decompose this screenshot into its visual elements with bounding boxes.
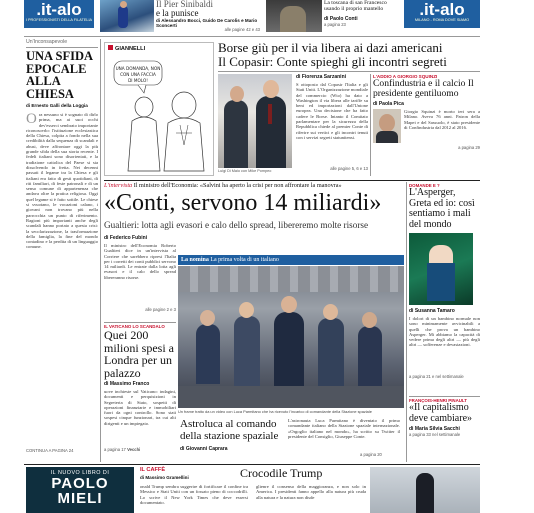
squinzi-section: L'ADDIO A GIORGIO SQUINZI (373, 74, 438, 79)
cartoon-drawing (106, 55, 214, 173)
vatican-body: uove inchieste sul Vaticano: indagini, documenti e perquisizioni in Segreteria di Stato, sospetti di operazioni finanziarie e immobiliari fuori da ogni controllo. Sono stati sospesi cinque funzionari, tra cui alti dirigenti e un impiegato. (104, 389, 176, 426)
astro-kicker (178, 255, 404, 265)
vatican-page[interactable] (104, 447, 176, 452)
squinzi-story[interactable] (373, 74, 480, 176)
top-story-1-title: Il Pier Sinibaldi (156, 0, 213, 9)
asperger-section: DOMANDE E ? (409, 183, 440, 188)
astro-page[interactable]: a pagina 20 (360, 452, 382, 457)
top-story-2-title: La toscana di san Francesco (324, 0, 387, 6)
astro-body: L'astronauta Luca Parmitano è diventato il primo comandante italiano della Stazione spaziale internazionale. «Orgoglio italiano nel mondo», ha scritto su Twitter il presidente del Consiglio, Giuseppe Conte. (288, 418, 400, 439)
main-headlines[interactable] (218, 41, 480, 69)
squinzi-headline[interactable]: Confindustria e il calcio Il presidente gentiluomo (373, 78, 474, 99)
copasir-story[interactable] (296, 74, 368, 176)
astro-photo-caption: Un frame tratto da un video con Luca Parmitano che ha ricevuto l'incarico di comandante della Stazione spaziale (178, 409, 372, 414)
promo-logo: .it-alo (36, 0, 82, 19)
top-story-1[interactable] (156, 0, 260, 32)
interview-page[interactable]: alle pagine 2 e 3 (145, 307, 176, 312)
caffe-body-2: glienre il consenso della maggioranza, e non solo in America. I presidenti fanno appello alla natura più cruda alla natura e la natura non disde (256, 484, 366, 500)
left-section-label: Un'Inconsapevole (26, 39, 98, 48)
cartoon-brand-text: GIANNELLI (115, 46, 146, 52)
top-left-promo[interactable] (24, 0, 94, 28)
promo-sub: I PROFESSIONISTI DELLA FILATELIA (25, 18, 93, 22)
interview-byline: di Federico Fubini (104, 235, 148, 241)
capitalism-headline[interactable]: «Il capitalismo deve cambiare» (409, 402, 473, 424)
top-story-2[interactable] (324, 0, 400, 32)
top-story-1-page: alle pagine 42 e 43 (224, 27, 260, 32)
vatican-author-tag: Vecchi (127, 447, 141, 452)
copasir-byline: di Fiorenza Sarzanini (296, 74, 347, 80)
asperger-byline: di Susanna Tamaro (409, 308, 455, 314)
promo-sub-right: MILANO - ROMA DOVE SIAMO (414, 18, 470, 22)
interview-kicker-label: L'intervista (104, 182, 133, 189)
top-right-promo[interactable] (404, 0, 480, 28)
photo-caption-dimaio: Luigi Di Maio con Mike Pompeo (218, 169, 272, 173)
top-photo-saint (266, 0, 322, 32)
squinzi-byline: di Paola Pica (373, 101, 404, 107)
interview-kicker-rest: Il ministro dell'Economia: «Salvini ha aperto la crisi per non affrontare la manovra» (133, 182, 342, 189)
interview-text[interactable] (104, 235, 176, 319)
caffe-title[interactable]: Crocodile Trump (240, 466, 323, 480)
astro-kicker-rest: La prima volta di un italiano (210, 257, 279, 263)
cartoon-dot-icon (108, 45, 113, 50)
capitalism-section: FRANÇOIS-HENRI PINAULT (409, 398, 467, 403)
headline-copasir[interactable]: Il Copasir: Conte spieghi gli incontri segreti (218, 54, 447, 69)
photo-book-cover (409, 233, 473, 305)
photo-squinzi (373, 109, 401, 143)
book-ad-top: IL NUOVO LIBRO DI (50, 470, 110, 476)
copasir-body: S ottoposto dal Copasir l'Italia e gli Stati Uniti. L'Organizzazione mondiale del commercio (Wto) ha dato a Washington il via libera alle tariffe su beni ed importazioni dall'Unione europea. Una decisione che ha fatto cadere le Borse. Intanto il Comitato parlamentare per la sicurezza della Repubblica chiede al premier Conte di riferire sui vertici e gli incontri tenuti con i servizi segreti statunitensi. (296, 82, 368, 140)
interview-headline[interactable]: «Conti, servono 14 miliardi» (104, 190, 382, 216)
caffe-box[interactable] (140, 467, 366, 513)
capitalism-story[interactable] (409, 398, 480, 462)
top-story-2-subtitle: usando il proprio mantello (324, 6, 384, 12)
book-ad-name1: PAOLO (51, 475, 109, 492)
top-story-1-authors: di Alessandro Bocci, Guido De Carolis e Mario Sconcerti (156, 18, 258, 28)
photo-astronauts (178, 266, 404, 408)
headline-dazi[interactable]: Borse giù per il via libera ai dazi americani (218, 40, 443, 55)
caffe-body: onald Trump sembra suggerire di fortificare il confine tra Messico e Stati Uniti con un fossato pieno di coccodrilli. Lo scrive il New York Times che deve essersi documentato. (140, 484, 248, 505)
svg-text:DI MOLO!: DI MOLO! (128, 78, 148, 83)
squinzi-body: Giorgio Squinzi è morto ieri sera a Milano. Aveva 76 anni. Patron della Mapei e del Sassuolo, è stato presidente di Confindustria dal 2012 al 2016. (404, 109, 480, 130)
caffe-label: IL CAFFÈ (140, 467, 166, 473)
left-column (26, 39, 98, 462)
promo-logo-right: .it-alo (419, 0, 465, 19)
capitalism-byline: di Maria Silvia Sacchi (409, 426, 460, 432)
book-ad-name2: MIELI (57, 490, 103, 507)
vatican-story[interactable] (104, 324, 176, 464)
top-story-1-subtitle: e la punisce (156, 8, 199, 18)
top-story-2-page: a pagina 23 (324, 22, 346, 27)
book-ad[interactable] (26, 467, 134, 513)
asperger-body: I dolori di un bambino normale non sono minimamente avvicinabili a quelli che prova un bambino Asperger. Mi abbiamo la capacità di vedere prima degli altri — più degli altri — sofferenze e devastazioni. (409, 316, 480, 348)
left-headline[interactable]: UNA SFIDA EPOCALE ALLA CHIESA (26, 49, 93, 101)
astro-headline[interactable]: Astroluca al comando della stazione spaziale (180, 418, 279, 442)
copasir-page[interactable]: alle pagine 5, 6 e 13 (330, 166, 368, 171)
cartoon-brand (105, 43, 213, 54)
vatican-section: IL VATICANO LO SCANDALO (104, 324, 165, 329)
astro-byline: di Giovanni Caprara (180, 446, 228, 452)
squinzi-page[interactable]: a pagina 29 (458, 145, 480, 150)
capitalism-page[interactable]: a pagina 33 nel settimanale (409, 432, 461, 437)
top-photo-football (100, 0, 154, 32)
cartoon-bubble-text: UNA DOMANDA, NON (115, 66, 161, 71)
left-body-text: ra nessuno si è sognato di dirlo prima, ma ai suoi occhi dev'esserci sembrato importante riconoscerlo: l'istituzione ecclesiastica della Chiesa, colpita a fondo nella sua credibilità dalla sequenza di scandali e abusi, deve affrontare oggi la più grande sfida della sua storia recente. I fedeli italiani sono disorientati, e la tradizione cattolica del Paese si sta dissolvendo in fretta. Nei decenni passati il legame tra la Chiesa e gli italiani era fatto di gesti quotidiani, di riti familiari, di feste patronali e di un senso comune di appartenenza che andava oltre la pratica religiosa. Oggi quel legame si è fatto sottile. Le chiese si svuotano, le vocazioni calano, i giovani non trovano più nella parrocchia un punto di riferimento. Ragioni più importanti anche degli scandali hanno portato a questa crisi: la secolarizzazione, la trasformazione della famiglia, la fine del mondo contadino e la perdita di un linguaggio comune. (26, 112, 98, 250)
top-story-2-author: di Paolo Conti (324, 16, 358, 22)
asperger-story[interactable] (409, 183, 480, 393)
astro-kicker-label: La nomina (181, 257, 209, 263)
photo-dimaio-pompeo (218, 74, 292, 168)
left-body (26, 112, 98, 446)
left-continue[interactable]: CONTINUA A PAGINA 24 (26, 448, 74, 453)
asperger-headline[interactable]: L'Asperger, Greta ed io: così sentiamo i mali del mondo (409, 187, 475, 230)
bottom-right-photo (370, 467, 480, 513)
svg-text:CON UNA FACCIA: CON UNA FACCIA (120, 72, 156, 77)
interview-subhead: Gualtieri: lotta agli evasori e calo dello spread, libereremo molte risorse (104, 220, 369, 230)
caffe-byline: di Massimo Gramellini (140, 475, 189, 480)
dropcap: O (26, 112, 37, 127)
interview-body: Il ministro dell'Economia Roberto Gualtieri dice in un'intervista al Corriere che sarebbero ripresi l'Italia per i corretti dei conti pubblici servono 14 miliardi. Le entrate dalla lotta agli evasori e il calo dello spread libereranno risorse. (104, 243, 176, 280)
vatican-page-text: a pagina 17 (104, 447, 126, 452)
left-byline: di Ernesto Galli della Loggia (26, 103, 88, 108)
vatican-headline[interactable]: Quei 200 milioni spesi a Londra per un palazzo (104, 328, 174, 380)
vatican-byline: di Massimo Franco (104, 381, 150, 387)
cartoon-box (104, 42, 214, 176)
asperger-page[interactable]: a pagina 21 e nel settimanale (409, 374, 464, 379)
